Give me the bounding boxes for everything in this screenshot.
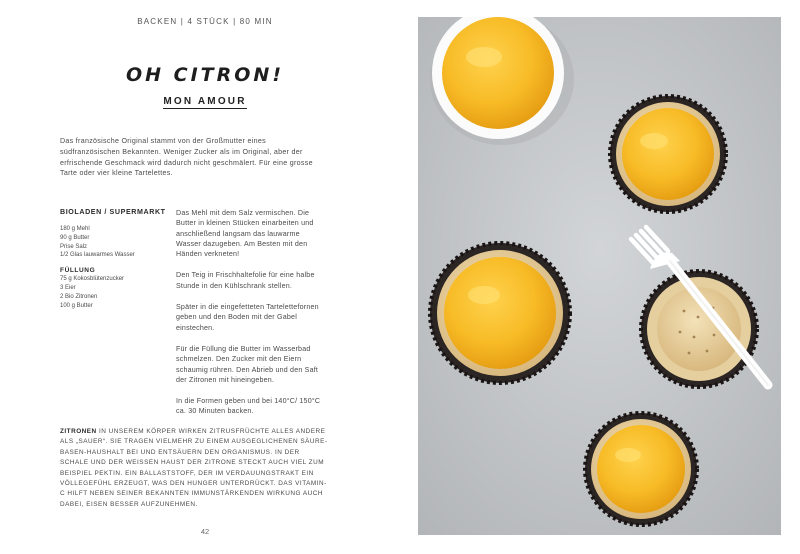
filling-item: 100 g Butter (60, 302, 93, 309)
ingredient-item: Prise Salz (60, 243, 88, 250)
intro-paragraph: Das französische Original stammt von der Großmutter eines südfranzösischen Bekannten. Weniger Zucker als im Original, aber der erfrischende Geschmack wird dadurch nicht geschmälert. Für eine grosse Tarte oder vier kleine Tartelettes. (60, 137, 313, 178)
tartelettes-photo (418, 17, 781, 535)
recipe-subtitle: MON AMOUR (163, 96, 247, 107)
method-step: Den Teig in Frischhaltefolie für eine halbe Stunde in den Kühlschrank stellen. (176, 271, 315, 290)
method-step: In die Formen geben und bei 140°C/ 150°C ca. 30 Minuten backen. (176, 397, 321, 416)
filling-heading: FÜLLUNG (60, 267, 96, 275)
empty-tart-shell (641, 271, 757, 387)
method-steps (176, 208, 324, 428)
tart-bottom (585, 413, 697, 525)
bowl-of-lemon-curd (430, 17, 574, 145)
filling-item: 75 g Kokosblütenzucker (60, 276, 125, 283)
page-number: 42 (200, 527, 210, 536)
filling-item: 2 Bio Zitronen (60, 293, 98, 300)
ingredient-item: 1/2 Glas lauwarmes Wasser (60, 252, 135, 259)
method-step: Später in die eingefetteten Tartelettefornen geben und den Boden mit der Gabel einstechen. (176, 303, 319, 332)
tart-middle-left (430, 243, 570, 383)
ingredients-heading: BIOLADEN / SUPERMARKT (60, 208, 166, 216)
ingredient-item: 90 g Butter (60, 234, 90, 241)
lemon-note-body: IN UNSEREM KÖRPER WIRKEN ZITRUSFRÜCHTE ALLES ANDERE ALS „SAUER“. SIE TRAGEN VIELMEHR ZU EINEM AUSGEGLICHENEN SÄURE-BASEN-HAUSHALT BEI UND ENTSÄUERN DEN ORGANISMUS. IN DER SCHALE UND DER WEISSEN HAUST DER ZITRONE STECKT AUCH VIEL ZUM BEISPIEL PEKTIN. EIN BALLASTSTOFF, DER IM VERDAUUNGSTRAKT EIN VÖLLEGEFÜHL ERZEUGT, WAS DEN HUNGER UNTERDRÜCKT. DAS VITAMIN-C HILFT NEBEN SEINER BEKANNTEN IMMUNSTÄRKENDEN WIRKUNG AUCH DABEI, EISEN BESSER AUFZUNEHMEN. (60, 428, 328, 508)
recipe-subtitle-wrap (0, 91, 410, 109)
lemon-note-lead: ZITRONEN (60, 428, 97, 435)
tart-top-right (610, 96, 726, 212)
recipe-meta: BACKEN | 4 STÜCK | 80 MIN (137, 17, 273, 26)
filling-item: 3 Eier (60, 284, 76, 291)
recipe-title: OH CITRON! (126, 64, 284, 86)
tartelettes-illustration (418, 17, 781, 535)
lemon-note (60, 427, 330, 510)
ingredient-item: 180 g Mehl (60, 226, 90, 232)
method-step: Das Mehl mit dem Salz vermischen. Die Butter in kleinen Stücken einarbeiten und anschließend langsam das lauwarme Wasser dazugeben. Am Besten mit den Händen verkneten! (176, 209, 314, 259)
method-step: Für die Füllung die Butter im Wasserbad schmelzen. Den Zucker mit den Eiern schaumig rühren. Den Abrieb und den Saft der Zitronen mit hineingeben. (176, 344, 319, 384)
ingredients-column (60, 208, 170, 310)
